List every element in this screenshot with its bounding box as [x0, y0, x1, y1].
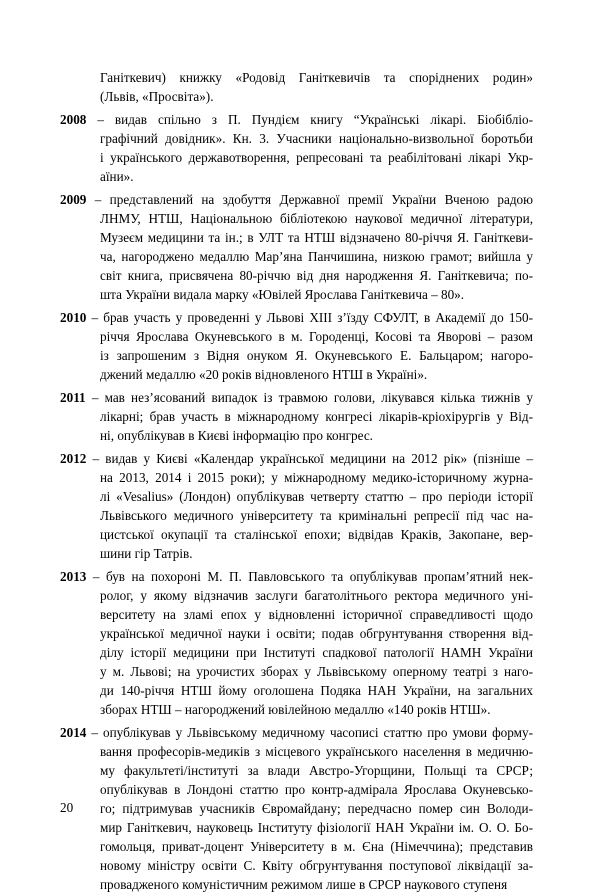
text-line [60, 586, 533, 605]
line-text: – представлений на здобуття Державної премії України Вченою радою [86, 192, 533, 207]
chronology-entry [60, 449, 533, 563]
chronology-entry [60, 308, 533, 384]
entry-year: 2008 [60, 112, 87, 127]
line-text: ди 140-річчя НТШ йому оголошена Подяка НАН України, на загальних [100, 683, 533, 698]
line-text: лі «Vesalius» (Лондон) опублікував четверту статтю – про періоди історії [100, 489, 533, 504]
entry-year: 2011 [60, 390, 86, 405]
text-line [60, 68, 533, 87]
text-line [60, 365, 533, 384]
line-text: вання професорів-медиків з місцевого українського населення в медичню- [100, 744, 533, 759]
line-text: – видав спільно з П. Пундієм книгу “Українські лікарі. Біобібліо- [86, 112, 533, 127]
chronology-entry [60, 723, 533, 894]
text-line [60, 87, 533, 106]
line-text: джений медаллю «20 років відновленого НТШ в Україні». [100, 367, 428, 382]
line-text: Ганіткевич) книжку «Родовід Ганіткевичів та споріднених родин» [100, 70, 533, 85]
text-line [60, 346, 533, 365]
line-text: ділу історії медицини при Інституті спадкової патології НАМН України [100, 645, 533, 660]
text-line [60, 525, 533, 544]
text-line [60, 723, 533, 742]
line-text: провадженого комуністичним режимом лише в СРСР наукового ступеня [100, 877, 508, 892]
text-line [60, 761, 533, 780]
text-line [60, 388, 533, 407]
line-text: аїни». [100, 169, 134, 184]
text-line [60, 148, 533, 167]
chronology-entry [60, 567, 533, 719]
line-text: зборах НТШ – нагороджений ювілейною медаллю «140 років НТШ». [100, 702, 491, 717]
chronology-entry [60, 68, 533, 106]
line-text: цистської окупації та сталінської епохи; відвідав Краків, Закопане, вер- [100, 527, 533, 542]
text-line [60, 266, 533, 285]
text-line [60, 605, 533, 624]
entry-year: 2012 [60, 451, 87, 466]
text-line [60, 426, 533, 445]
line-text: лікарні; брав участь в міжнародному конгресі лікарів-кріохірургів у Від- [100, 409, 533, 424]
chronology-entry [60, 110, 533, 186]
text-line [60, 799, 533, 818]
line-text: ні, опублікував в Києві інформацію про конгрес. [100, 428, 373, 443]
entry-year: 2009 [60, 192, 87, 207]
text-line [60, 308, 533, 327]
text-line [60, 247, 533, 266]
line-text: ролог, у якому відзначив заслуги багатолітнього ректора медичного уні- [100, 588, 533, 603]
text-line [60, 228, 533, 247]
line-text: Музеєм медицини та ін.; в УЛТ та НТШ відзначено 80-річчя Я. Ганіткеви- [100, 230, 533, 245]
text-line [60, 662, 533, 681]
line-text: шини гір Татрів. [100, 546, 193, 561]
line-text: новому міністру освіти С. Квіту обгрунтування поступової ліквідації за- [100, 858, 533, 873]
page-number: 20 [60, 800, 74, 815]
text-line [60, 818, 533, 837]
line-text: ЛНМУ, НТШ, Національною бібліотекою наукової медичної літератури, [100, 211, 533, 226]
line-text: – опублікував у Львівському медичному часописі статтю про умови форму- [86, 725, 533, 740]
text-line [60, 624, 533, 643]
text-line [60, 837, 533, 856]
line-text: (Львів, «Просвіта»). [100, 89, 214, 104]
text-line [60, 780, 533, 799]
text-line [60, 190, 533, 209]
line-text: Львівського медичного університету та кримінальні репресії під час на- [100, 508, 533, 523]
text-line [60, 856, 533, 875]
entry-year: 2010 [60, 310, 87, 325]
line-text: на 2013, 2014 і 2015 роки); у міжнародному медико-історичному журна- [100, 470, 533, 485]
body-text [60, 68, 533, 894]
line-text: ча, нагороджено медаллю Мар’яна Панчишина, низкою грамот; вийшла у [100, 249, 533, 264]
text-line [60, 468, 533, 487]
text-line [60, 327, 533, 346]
line-text: і українського державотворення, репресовані та реабілітовані лікарі Укр- [100, 150, 533, 165]
text-line [60, 506, 533, 525]
text-line [60, 487, 533, 506]
text-line [60, 407, 533, 426]
line-text: річчя Ярослава Окуневського в м. Городенці, Косові та Яворові – разом [100, 329, 533, 344]
line-text: опублікував в Лондоні статтю про контр-адмірала Ярослава Окуневсько- [100, 782, 533, 797]
text-line [60, 681, 533, 700]
line-text: гомольця, приват-доцент Університету в м. Єна (Німеччина); представив [100, 839, 533, 854]
line-text: го; підтримував учасників Євромайдану; передчасно помер син Володи- [100, 801, 533, 816]
line-text: української медичної науки і освіти; подав обгрунтування створення від- [100, 626, 533, 641]
text-line [60, 209, 533, 228]
entry-year: 2014 [60, 725, 87, 740]
text-line [60, 285, 533, 304]
text-line [60, 700, 533, 719]
text-line [60, 544, 533, 563]
line-text: у м. Львові; на урочистих зборах у Львівському оперному театрі з наго- [100, 664, 533, 679]
text-line [60, 129, 533, 148]
text-line [60, 449, 533, 468]
chronology-entry [60, 388, 533, 445]
line-text: графічний довідник». Кн. 3. Учасники національно-визвольної боротьби [100, 131, 533, 146]
text-line [60, 643, 533, 662]
line-text: верситету на зламі епох у відновленні історичної справедливості щодо [100, 607, 533, 622]
line-text: із запрошеним з Відня онуком Я. Окуневського Е. Бальцаром; нагоро- [100, 348, 533, 363]
line-text: – брав участь у проведенні у Львові ХІІІ з’їзду СФУЛТ, в Академії до 150- [86, 310, 533, 325]
text-line [60, 875, 533, 894]
line-text: му факультеті/інституті за влади Австро-Угорщини, Польщі та СРСР; [100, 763, 533, 778]
line-text: – видав у Києві «Календар української медицини на 2012 рік» (пізніше – [86, 451, 533, 466]
line-text: – був на похороні М. П. Павловського та опублікував пропам’ятний нек- [86, 569, 533, 584]
line-text: світ книга, присвячена 80-річчю від дня народження Я. Ганіткевича; по- [100, 268, 533, 283]
entry-year: 2013 [60, 569, 87, 584]
text-line [60, 167, 533, 186]
chronology-entry [60, 190, 533, 304]
line-text: шта України видала марку «Ювілей Ярослава Ганіткевича – 80». [100, 287, 465, 302]
line-text: – мав нез’ясований випадок із травмою голови, лікувався кілька тижнів у [85, 390, 533, 405]
line-text: мир Ганіткевич, науковець Інституту фізіології НАН України ім. О. О. Бо- [100, 820, 533, 835]
text-line [60, 110, 533, 129]
text-line [60, 567, 533, 586]
text-line [60, 742, 533, 761]
